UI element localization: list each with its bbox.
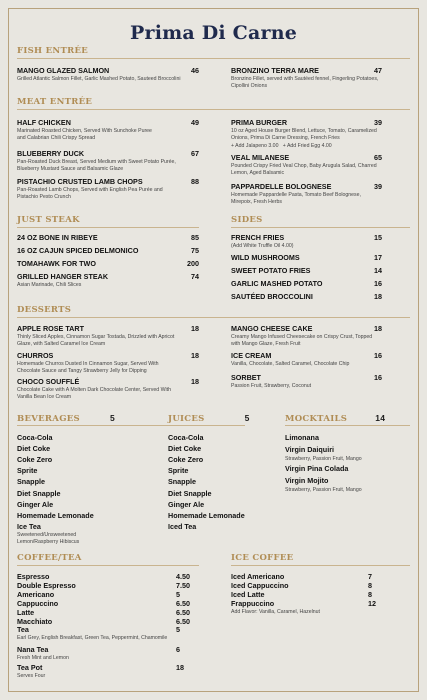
- mocktail-desc: Strawberry, Passion Fruit, Mango: [285, 456, 362, 462]
- menu-item: VEAL MILANESE 65 Pounded Crispy Fried Veal Chop, Baby Arugula Salad, Charred Lemon, Aged Balsamic: [231, 153, 382, 177]
- bev-item: Homemade Lemonade: [17, 510, 94, 520]
- bev-item: Ice Tea: [17, 521, 41, 531]
- menu-item: CHOCO SOUFFLÉ 18 Chocolate Cake with A Molten Dark Chocolate Center, Served With Vanilla Bean Ice Cream: [17, 377, 199, 401]
- section-sides: SIDES: [231, 215, 263, 225]
- ice-coffee-note: Add Flavor: Vanilla, Caramel, Hazelnut: [231, 609, 320, 615]
- menu-item: FRENCH FRIES 15 (Add White Truffle Oil 4.00): [231, 233, 382, 249]
- section-steak: JUST STEAK: [17, 215, 80, 225]
- menu-item: MANGO CHEESE CAKE 18 Creamy Mango Infused Cheesecake on Crispy Crust, Topped with Mango Glaze, Fresh Fruit: [231, 324, 382, 348]
- divider: [17, 425, 245, 426]
- section-fish: FISH ENTRÉE: [17, 46, 89, 56]
- juice-item: Coke Zero: [168, 455, 204, 465]
- divider: [17, 227, 199, 228]
- coffee-price: 18: [176, 663, 184, 672]
- menu-item: PISTACHIO CRUSTED LAMB CHOPS 88 Pan-Roasted Lamb Chops, Served with English Pea Purée and Pistachio Pesto Crunch: [17, 177, 199, 201]
- menu-item: BRONZINO TERRA MARE 47 Bronzino Fillet, served with Sautéed fennel, Fingerling Potatoes, Cipollini Onions: [231, 66, 382, 90]
- coffee-item: Macchiato: [17, 616, 53, 626]
- juice-item: Snapple: [168, 477, 196, 487]
- ice-tea-note: Sweetened/Unsweetened Lemon/Raspberry Hibiscus: [17, 532, 80, 545]
- coffee-price: 6: [176, 645, 180, 654]
- section-desserts: DESSERTS: [17, 305, 72, 315]
- coffee-item: Latte: [17, 607, 35, 617]
- coffee-price: 5: [176, 625, 180, 635]
- mocktail-item: Virgin Pina Colada: [285, 464, 349, 473]
- teapot-desc: Serves Four: [17, 673, 46, 679]
- coffee-price: 6.50: [176, 607, 190, 617]
- menu-item: WILD MUSHROOMS 17: [231, 253, 382, 262]
- coffee-price: 6.50: [176, 616, 190, 626]
- mocktail-item: Limonana: [285, 433, 319, 442]
- divider: [17, 317, 410, 318]
- juice-item: Ginger Ale: [168, 499, 205, 509]
- divider: [17, 58, 410, 59]
- bev-item: Sprite: [17, 466, 38, 476]
- mocktail-desc: Strawberry, Passion Fruit, Mango: [285, 487, 362, 493]
- tea-desc: Earl Grey, English Breakfast, Green Tea, Peppermint, Chamomile: [17, 635, 168, 641]
- mocktail-item: Virgin Mojito: [285, 476, 329, 485]
- menu-item: PRIMA BURGER 39 10 oz Aged House Burger Blend, Lettuce, Tomato, Caramelized Onions, Prima Di Carne Dressing, French Fries + Add Jalapeno 3.00 + Add Fried Egg 4.00: [231, 118, 382, 150]
- juice-item: Diet Snapple: [168, 488, 212, 498]
- coffee-price: 4.50: [176, 572, 190, 581]
- menu-item: APPLE ROSE TART 18 Thinly Sliced Apples, Cinnamon Sugar Tostada, Drizzled with Apricot Glaze, with Salted Caramel Ice Cream: [17, 324, 199, 348]
- menu-item: HALF CHICKEN 49 Marinated Roasted Chicken, Served With Sunchoke Puree and Calabrian Chili Crispy Spread: [17, 118, 199, 142]
- restaurant-title: Prima Di Carne: [130, 22, 297, 44]
- menu-item: GARLIC MASHED POTATO 16: [231, 279, 382, 288]
- divider: [17, 109, 410, 110]
- menu-item: SWEET POTATO FRIES 14: [231, 266, 382, 275]
- menu-item: PAPPARDELLE BOLOGNESE 39 Homemade Pappardelle Pasta, Tomato Beef Bolognese, Mirepoix, Fresh Herbs: [231, 182, 382, 206]
- icecoffee-item: Iced Cappuccino: [231, 580, 289, 590]
- coffee-item: Cappuccino: [17, 598, 59, 608]
- juice-item: Sprite: [168, 466, 189, 476]
- icecoffee-price: 12: [368, 598, 376, 608]
- divider: [231, 565, 410, 566]
- coffee-item: Tea Pot: [17, 663, 43, 672]
- menu-item: CHURROS 18 Homemade Churros Dusted In Cinnamon Sugar, Served With Chocolate Sauce and Tangy Strawberry Jelly for Dipping: [17, 351, 199, 375]
- icecoffee-item: Frappuccino: [231, 598, 275, 608]
- menu-item: SAUTÉED BROCCOLINI 18: [231, 292, 382, 301]
- menu-item: GRILLED HANGER STEAK 74 Asian Marinade, Chili Slices: [17, 272, 199, 288]
- nana-desc: Fresh Mint and Lemon: [17, 655, 69, 661]
- menu-item: MANGO GLAZED SALMON 46 Grilled Atlantic Salmon Fillet, Garlic Mashed Potato, Sauteed Broccolini: [17, 66, 199, 82]
- juice-item: Coca-Cola: [168, 433, 204, 442]
- icecoffee-item: Iced Americano: [231, 572, 285, 581]
- menu-item: BLUEBERRY DUCK 67 Pan-Roasted Duck Breast, Served Medium with Sweet Potato Purée, Blueberry Mustard Sauce and Balsamic Glaze: [17, 149, 199, 173]
- menu-item: 24 OZ BONE IN RIBEYE 85: [17, 233, 199, 242]
- section-mocktails: MOCKTAILS 14: [285, 413, 386, 424]
- bev-item: Ginger Ale: [17, 499, 54, 509]
- coffee-item: Nana Tea: [17, 645, 49, 654]
- coffee-item: Tea: [17, 625, 29, 635]
- icecoffee-price: 8: [368, 589, 372, 599]
- mocktail-item: Virgin Daiquiri: [285, 445, 334, 454]
- divider: [231, 227, 410, 228]
- icecoffee-price: 7: [368, 572, 372, 581]
- section-meat: MEAT ENTRÉE: [17, 97, 93, 107]
- coffee-price: 5: [176, 589, 180, 599]
- section-ice-coffee: ICE COFFEE: [231, 553, 294, 563]
- section-beverages: BEVERAGES 5: [17, 413, 116, 424]
- divider: [285, 425, 410, 426]
- menu-item: 16 OZ CAJUN SPICED DELMONICO 75: [17, 246, 199, 255]
- coffee-price: 7.50: [176, 580, 190, 590]
- icecoffee-item: Iced Latte: [231, 589, 265, 599]
- coffee-price: 6.50: [176, 598, 190, 608]
- coffee-item: Espresso: [17, 572, 50, 581]
- menu-item: SORBET 16 Passion Fruit, Strawberry, Coconut: [231, 373, 382, 389]
- menu-item: ICE CREAM 16 Vanilla, Chocolate, Salted Caramel, Chocolate Chip: [231, 351, 382, 367]
- juice-item: Diet Coke: [168, 444, 202, 454]
- section-coffee: COFFEE/TEA: [17, 553, 82, 563]
- menu-item: TOMAHAWK FOR TWO 200: [17, 259, 199, 268]
- bev-item: Snapple: [17, 477, 45, 487]
- coffee-item: Americano: [17, 589, 55, 599]
- icecoffee-price: 8: [368, 580, 372, 590]
- bev-item: Diet Snapple: [17, 488, 61, 498]
- coffee-item: Double Espresso: [17, 580, 76, 590]
- bev-item: Coca-Cola: [17, 433, 53, 442]
- divider: [17, 565, 199, 566]
- juice-item: Homemade Lemonade: [168, 510, 245, 520]
- juice-item: Iced Tea: [168, 521, 197, 531]
- section-juices: JUICES 5: [168, 413, 250, 424]
- bev-item: Diet Coke: [17, 444, 51, 454]
- bev-item: Coke Zero: [17, 455, 53, 465]
